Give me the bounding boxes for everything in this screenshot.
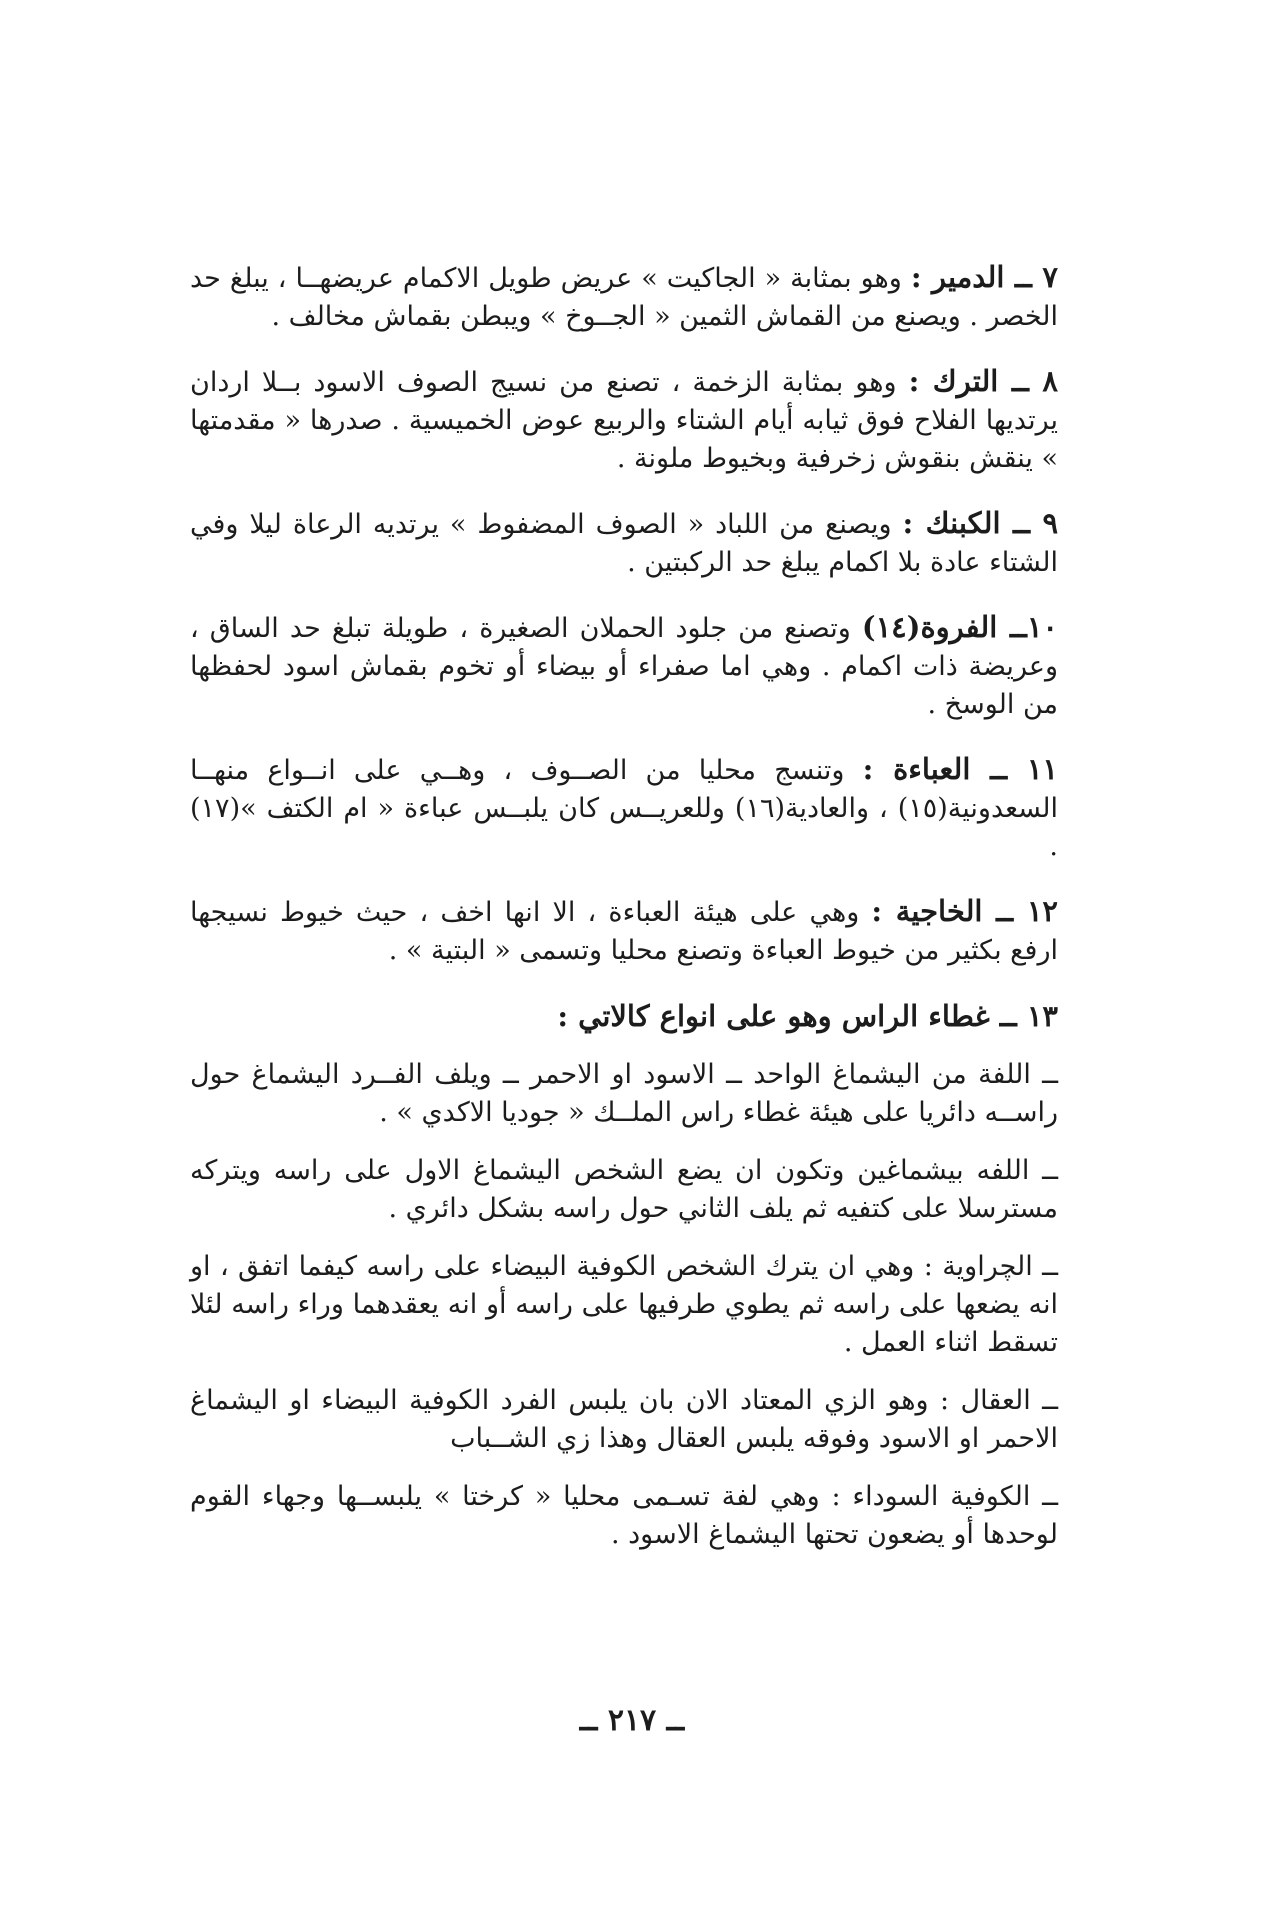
- entry-9-text: ويصنع من اللباد « الصوف المضفوط » يرتديه الرعاة ليلا وفي الشتاء عادة بلا اكمام يبلغ حد الركبتين .: [190, 509, 1058, 578]
- entry-10-title: ١٠ــ الفروة(١٤): [861, 610, 1059, 644]
- entry-10-text: وتصنع من جلود الحملان الصغيرة ، طويلة تبلغ حد الساق ، وعريضة ذات اكمام . وهي اما صفراء أو بيضاء أو تخوم بقماش اسود لحفظها من الوسخ .: [190, 613, 1058, 720]
- headwear-item-1: ــ اللفة من اليشماغ الواحد ــ الاسود او الاحمر ــ ويلف الفــرد اليشماغ حول راســه دائريا على هيئة غطاء راس الملــك « جوديا الاكدي » .: [190, 1059, 1058, 1128]
- entry-11-title: ١١ ــ العباءة :: [862, 752, 1058, 786]
- entry-9: [190, 504, 1058, 582]
- entry-7: [190, 258, 1058, 336]
- entry-11: [190, 750, 1058, 866]
- headwear-item-2: ــ اللفه بيشماغين وتكون ان يضع الشخص اليشماغ الاول على راسه ويتركه مسترسلا على كتفيه ثم يلف الثاني حول راسه بشكل دائري .: [190, 1155, 1058, 1224]
- page-number: ــ ٢١٧ ــ: [579, 1703, 685, 1738]
- entry-8-text: وهو بمثابة الزخمة ، تصنع من نسيج الصوف الاسود بــلا اردان يرتديها الفلاح فوق ثيابه أيام الشتاء والربيع عوض الخميسية . صدرها « مقدمتها » ينقش بنقوش زخرفية وبخيوط ملونة .: [190, 367, 1058, 474]
- headwear-item-5: ــ الكوفية السوداء : وهي لفة تسـمى محليا « كرختا » يلبســها وجهاء القوم لوحدها أو يضعون تحتها اليشماغ الاسود .: [190, 1481, 1058, 1550]
- entry-9-title: ٩ ــ الكبنك :: [902, 506, 1059, 540]
- entry-7-text: وهو بمثابة « الجاكيت » عريض طويل الاكمام عريضهــا ، يبلغ حد الخصر . ويصنع من القماش الثمين « الجــوخ » ويبطن بقماش مخالف .: [190, 263, 1058, 332]
- entry-8-title: ٨ ــ الترك :: [908, 364, 1058, 398]
- entry-13-heading: ١٣ ــ غطاء الراس وهو على انواع كالاتي :: [557, 999, 1058, 1033]
- entry-8: [190, 362, 1058, 478]
- page-body: [190, 258, 1058, 1574]
- headwear-item-4: ــ العقال : وهو الزي المعتاد الان بان يلبس الفرد الكوفية البيضاء او اليشماغ الاحمر او الاسود وفوقه يلبس العقال وهذا زي الشــباب: [190, 1385, 1058, 1454]
- entry-11-text: وتنسج محليا من الصــوف ، وهــي على انــواع منهــا السعدونية(١٥) ، والعادية(١٦) وللعريــس كان يلبــس عباءة « ام الكتف »(١٧) .: [190, 755, 1058, 862]
- entry-10: [190, 608, 1058, 724]
- headwear-item-3: ــ الچراوية : وهي ان يترك الشخص الكوفية البيضاء على راسه كيفما اتفق ، او انه يضعها على راسه ثم يطوي طرفيها على راسه أو انه يعقدهما وراء راسه لئلا تسقط اثناء العمل .: [190, 1251, 1058, 1358]
- entry-12: [190, 892, 1058, 970]
- entry-12-text: وهي على هيئة العباءة ، الا انها اخف ، حيث خيوط نسيجها ارفع بكثير من خيوط العباءة وتصنع محليا وتسمى « البتية » .: [190, 897, 1058, 966]
- entry-12-title: ١٢ ــ الخاجية :: [871, 894, 1058, 928]
- entry-7-title: ٧ ــ الدمير :: [910, 260, 1058, 294]
